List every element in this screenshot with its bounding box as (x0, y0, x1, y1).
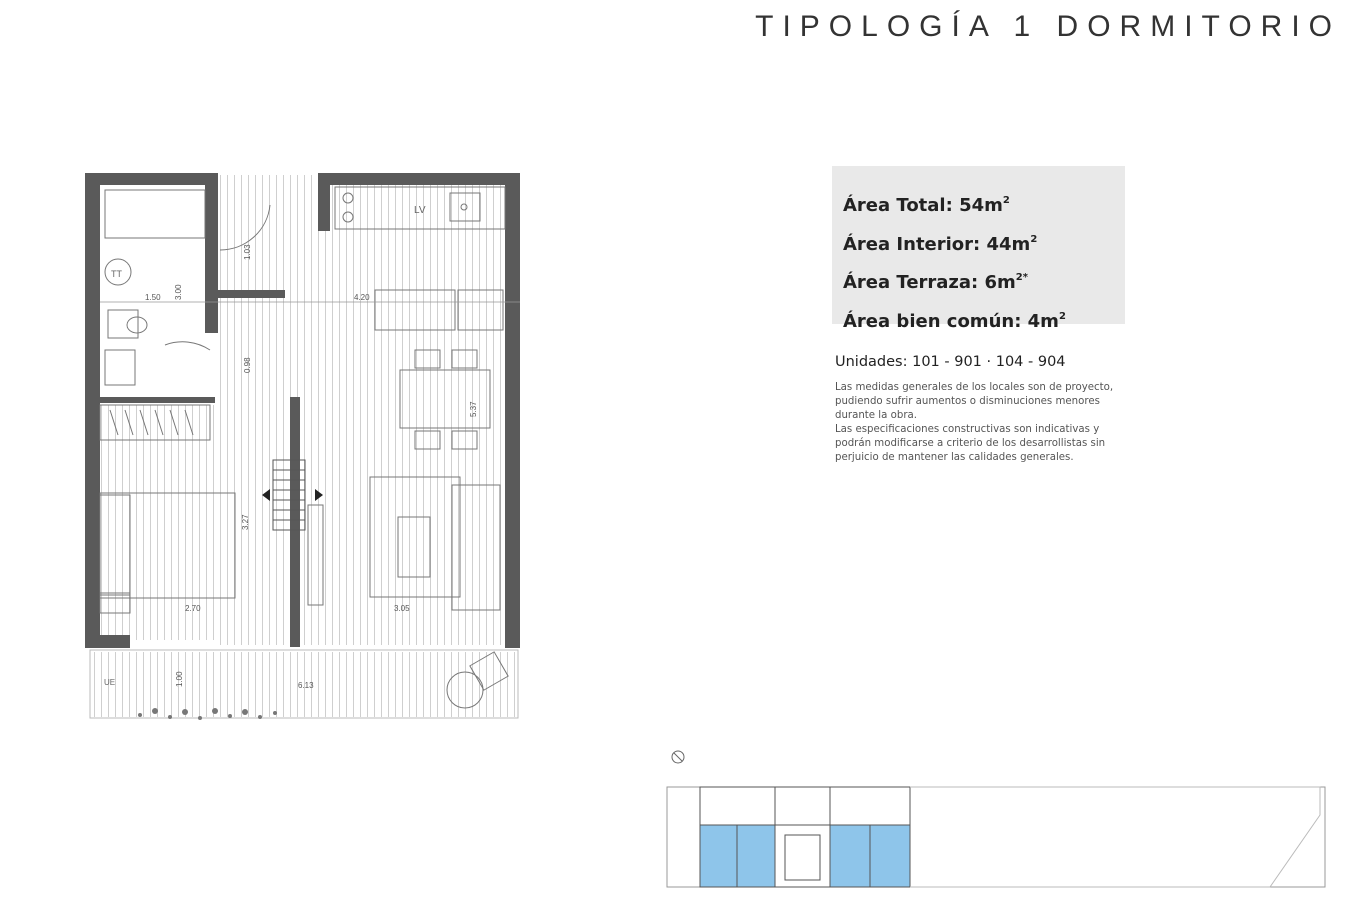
note-2: Las especificaciones constructivas son indicativas y podrán modificarse a criterio de los desarrollistas sin perjuicio de mantener las calidades generales. (835, 424, 1106, 463)
dim-098: 0.98 (243, 357, 252, 373)
area-summary (832, 166, 1125, 332)
ue-label: UE (104, 678, 116, 687)
site-lot (910, 787, 1320, 887)
dim-270: 2.70 (185, 604, 201, 613)
dim-103: 1.03 (243, 244, 252, 260)
dim-537: 5.37 (469, 401, 478, 417)
area-interior: Área Interior: $44m^2$ (843, 233, 1038, 255)
area-terraza: Área Terraza: $6m^{2*}$ (843, 272, 1028, 293)
dim-150: 1.50 (145, 293, 161, 302)
page-title: TIPOLOGÍA 1 DORMITORIO (755, 10, 1341, 43)
floor-plan (80, 165, 540, 749)
site-plan (665, 745, 1330, 899)
site-plan-drawing (665, 745, 1330, 895)
dim-100: 1.00 (175, 671, 184, 687)
units-text: Unidades: 101 - 901 · 104 - 904 (835, 354, 1066, 370)
area-total: Área Total: $54m^2$ (843, 195, 1010, 216)
dim-300: 3.00 (174, 284, 183, 300)
note-1: Las medidas generales de los locales son de proyecto, pudiendo sufrir aumentos o disminuciones menores durante la obra. (835, 382, 1114, 421)
dim-305: 3.05 (394, 604, 410, 613)
lv-label: LV (414, 205, 426, 216)
dim-327: 3.27 (241, 514, 250, 530)
dim-613: 6.13 (298, 681, 314, 690)
area-comun: Área bien común: $4m^2$ (843, 310, 1066, 332)
dim-420: 4.20 (354, 293, 370, 302)
notes (835, 381, 1135, 465)
floor-plan-drawing (80, 165, 540, 745)
tt-label: TT (111, 269, 122, 279)
north-arrow-icon (672, 751, 684, 763)
